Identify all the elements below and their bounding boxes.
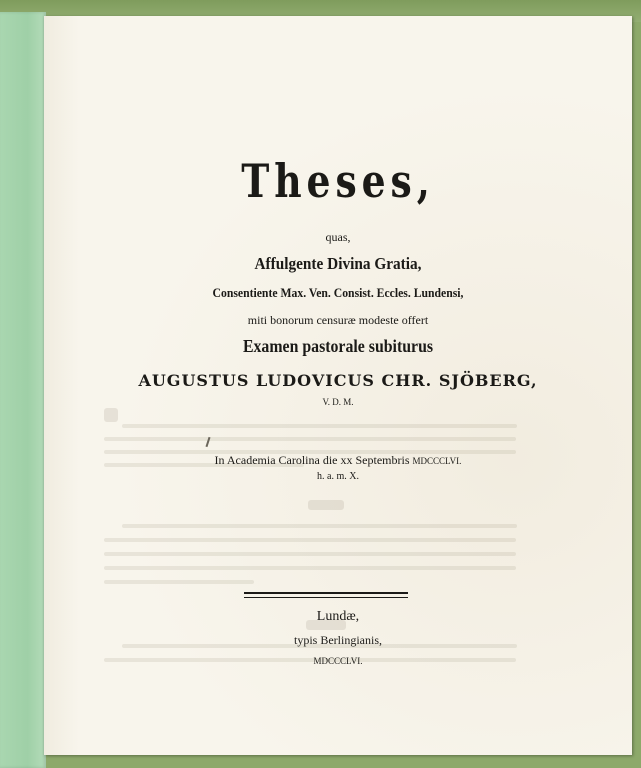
academia-year: MDCCCLVI. [412, 456, 462, 466]
academia-text: In Academia Carolina die xx Septembris [214, 453, 410, 467]
green-mounting-board [0, 12, 46, 768]
imprint-year: MDCCCLVI. [313, 656, 363, 666]
line-miti: miti bonorum censuræ modeste offert [247, 313, 429, 327]
line-consentiente: Consentiente Max. Ven. Consist. Eccles. Lundensi, [212, 285, 464, 300]
hora-line: h. a. m. X. [317, 471, 359, 482]
line-examen: Examen pastorale subiturus [242, 336, 434, 356]
page-title: Theses, [241, 154, 435, 208]
divider-thin [244, 597, 408, 598]
author-title: V. D. M. [322, 397, 354, 407]
title-page [44, 16, 632, 755]
divider-thick [244, 592, 408, 594]
imprint-printer: typis Berlingianis, [294, 633, 382, 647]
academia-line [44, 453, 632, 468]
imprint-place: Lundæ, [316, 609, 360, 624]
subtitle-quas: quas, [325, 230, 351, 244]
author-name: AUGUSTUS LUDOVICUS CHR. SJÖBERG, [138, 371, 538, 390]
line-affulgente: Affulgente Divina Gratia, [254, 254, 422, 273]
